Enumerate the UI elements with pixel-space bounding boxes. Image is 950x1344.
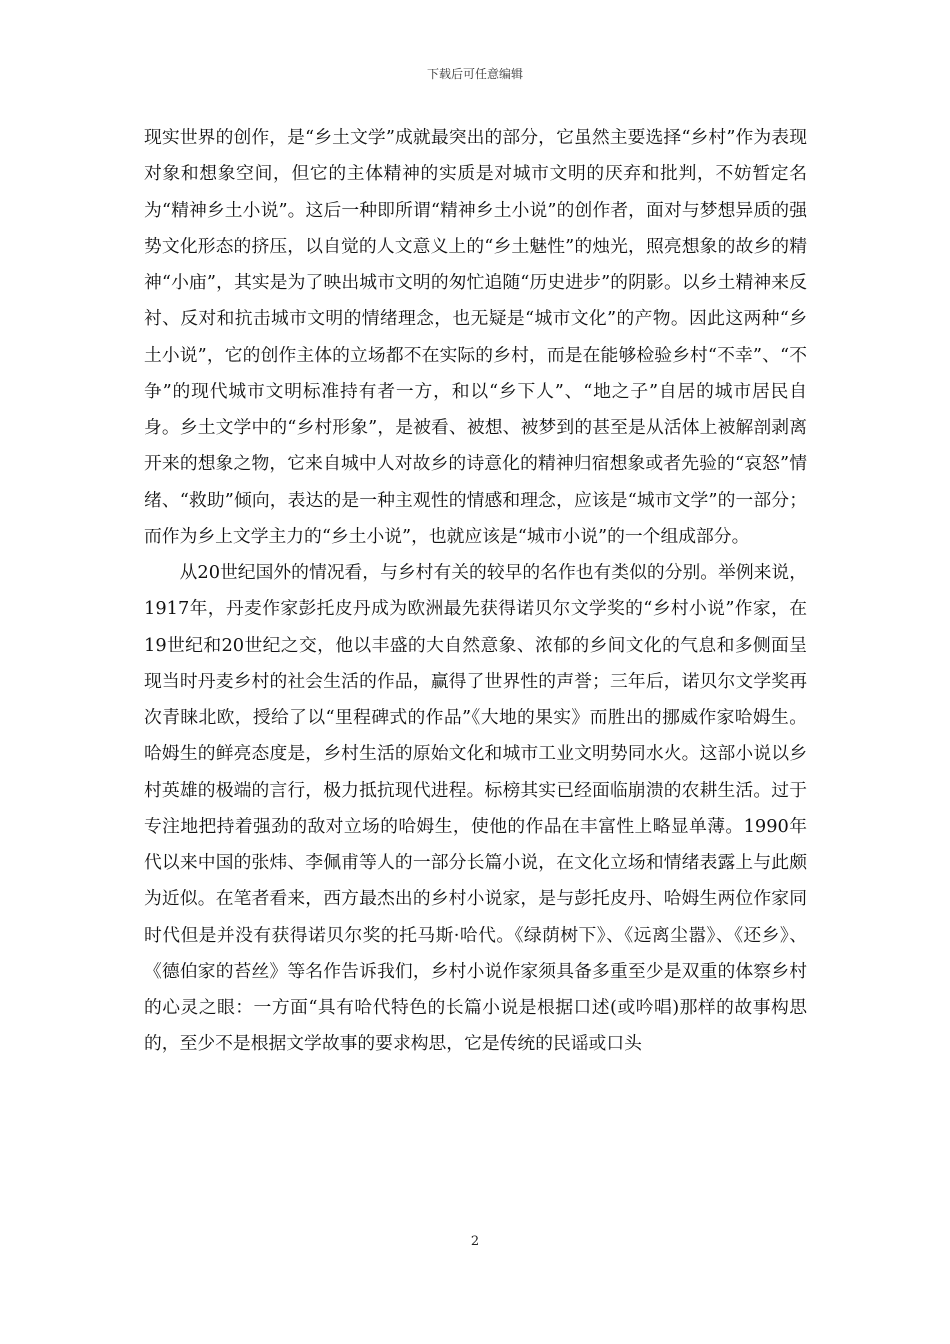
document-body <box>144 120 807 1063</box>
paragraph-1: 现实世界的创作，是“乡土文学”成就最突出的部分，它虽然主要选择“乡村”作为表现对象和想象空间，但它的主体精神的实质是对城市文明的厌弃和批判，不妨暂定名为“精神乡土小说”。这后一种即所谓“精神乡土小说”的创作者，面对与梦想异质的强势文化形态的挤压，以自觉的人文意义上的“乡土魅性”的烛光，照亮想象的故乡的精神“小庙”，其实是为了映出城市文明的匆忙追随“历史进步”的阴影。以乡土精神来反衬、反对和抗击城市文明的情绪理念，也无疑是“城市文化”的产物。因此这两种“乡土小说”，它的创作主体的立场都不在实际的乡村，而是在能够检验乡村“不幸”、“不争”的现代城市文明标准持有者一方，和以“乡下人”、“地之子”自居的城市居民自身。乡土文学中的“乡村形象”，是被看、被想、被梦到的甚至是从活体上被解剖剥离开来的想象之物，它来自城中人对故乡的诗意化的精神归宿想象或者先验的“哀怒”情绪、“救助”倾向，表达的是一种主观性的情感和理念，应该是“城市文学”的一部分；而作为乡上文学主力的“乡土小说”，也就应该是“城市小说”的一个组成部分。 <box>144 127 807 547</box>
paragraph-2: 从20世纪国外的情况看，与乡村有关的较早的名作也有类似的分别。举例来说，1917年，丹麦作家彭托皮丹成为欧洲最先获得诺贝尔文学奖的“乡村小说”作家，在19世纪和20世纪之交，他以丰盛的大自然意象、浓郁的乡间文化的气息和多侧面呈现当时丹麦乡村的社会生活的作品，赢得了世界性的声誉；三年后，诺贝尔文学奖再次青睐北欧，授给了以“里程碑式的作品”《大地的果实》而胜出的挪威作家哈姆生。哈姆生的鲜亮态度是，乡村生活的原始文化和城市工业文明势同水火。这部小说以乡村英雄的极端的言行，极力抵抗现代进程。标榜其实已经面临崩溃的农耕生活。过于专注地把持着强劲的敌对立场的哈姆生，使他的作品在丰富性上略显单薄。1990年代以来中国的张炜、李佩甫等人的一部分长篇小说，在文化立场和情绪表露上与此颇为近似。在笔者看来，西方最杰出的乡村小说家，是与彭托皮丹、哈姆生两位作家同时代但是并没有获得诺贝尔奖的托马斯·哈代。《绿荫树下》、《远离尘嚣》、《还乡》、《德伯家的苔丝》等名作告诉我们，乡村小说作家须具备多重至少是双重的体察乡村的心灵之眼：一方面“具有哈代特色的长篇小说是根据口述(或吟唱)那样的故事构思的，至少不是根据文学故事的要求构思，它是传统的民谣或口头 <box>144 562 807 1055</box>
page-number: 2 <box>470 1234 480 1249</box>
page-header: 下载后可任意编辑 <box>426 67 523 81</box>
